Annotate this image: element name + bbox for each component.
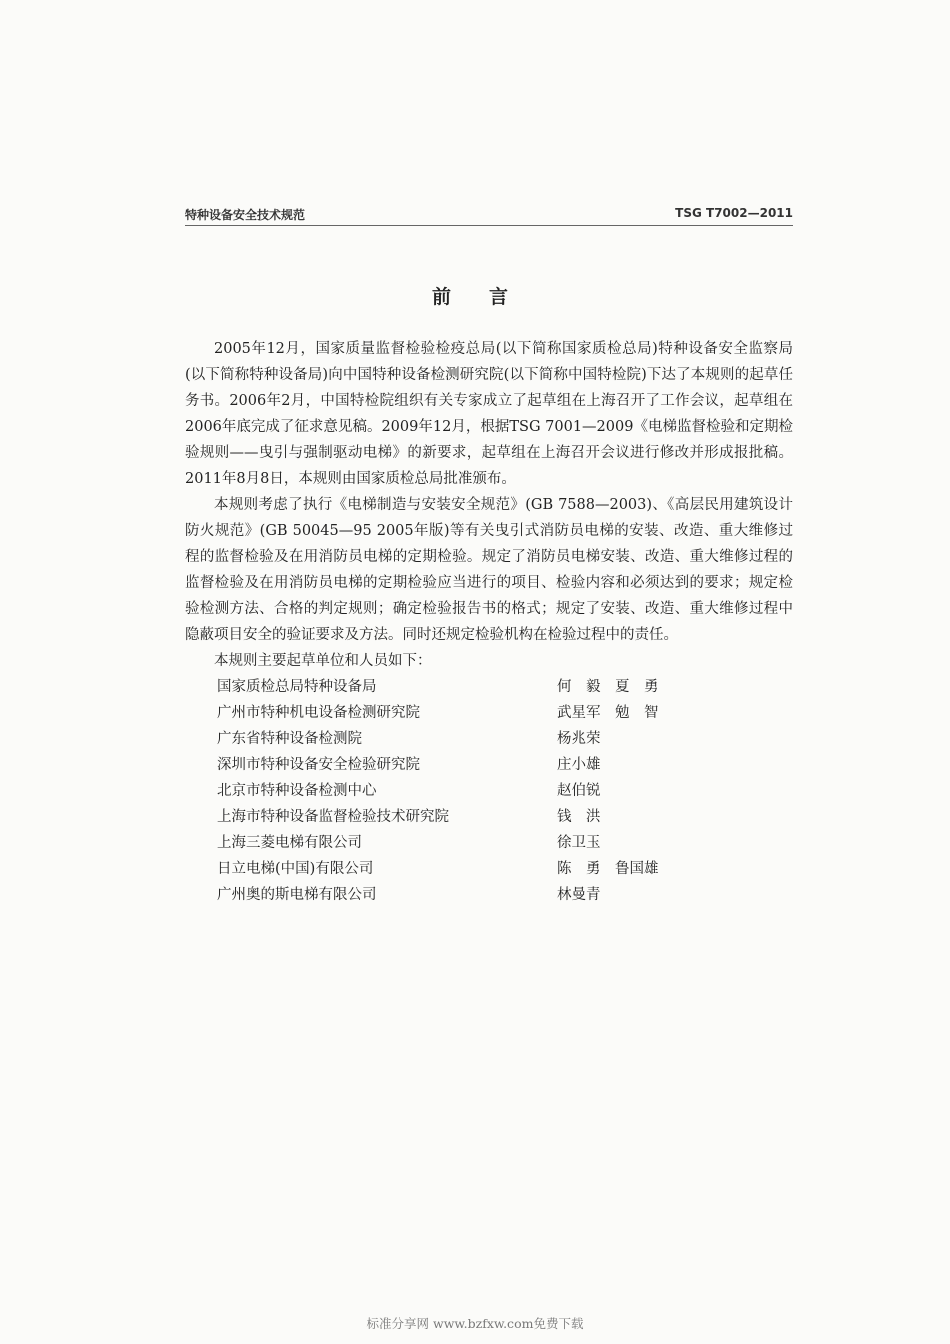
- drafter-row: [185, 674, 793, 700]
- paragraph-history: 2005年12月，国家质量监督检验检疫总局(以下简称国家质检总局)特种设备安全监察局(以下简称特种设备局)向中国特种设备检测研究院(以下简称中国特检院)下达了本规则的起草任务书。2006年2月，中国特检院组织有关专家成立了起草组在上海召开了工作会议，起草组在2006年底完成了征求意见稿。2009年12月，根据TSG 7001—2009《电梯监督检验和定期检验规则——曳引与强制驱动电梯》的新要求，起草组在上海召开会议进行修改并形成报批稿。2011年8月8日，本规则由国家质检总局批准颁布。: [185, 341, 793, 487]
- drafter-org: 上海市特种设备监督检验技术研究院: [217, 809, 449, 825]
- drafter-row: [185, 804, 793, 830]
- drafter-people: 武星军 勉 智: [557, 705, 659, 721]
- drafter-org: 上海三菱电梯有限公司: [217, 835, 362, 851]
- drafter-org: 国家质检总局特种设备局: [217, 679, 377, 695]
- drafters-intro: 本规则主要起草单位和人员如下：: [214, 653, 432, 669]
- drafter-people: 陈 勇 鲁国雄: [557, 861, 659, 877]
- drafter-org: 广东省特种设备检测院: [217, 731, 362, 747]
- header-series-title: 特种设备安全技术规范: [185, 208, 306, 222]
- paragraph-scope: 本规则考虑了执行《电梯制造与安装安全规范》(GB 7588—2003)、《高层民用建筑设计防火规范》(GB 50045—95 2005年版)等有关曳引式消防员电梯的安装、改造、重大维修过程的监督检验及在用消防员电梯的定期检验。规定了消防员电梯安装、改造、重大维修过程的监督检验及在用消防员电梯的定期检验应当进行的项目、检验内容和必须达到的要求；规定检验检测方法、合格的判定规则；确定检验报告书的格式；规定了安装、改造、重大维修过程中隐蔽项目安全的验证要求及方法。同时还规定检验机构在检验过程中的责任。: [185, 497, 793, 643]
- watermark-footer: 标准分享网 www.bzfxw.com免费下载: [366, 1316, 584, 1331]
- drafter-org: 广州市特种机电设备检测研究院: [217, 705, 420, 721]
- section-title: 前言: [431, 286, 546, 308]
- drafter-row: [185, 778, 793, 804]
- drafter-people: 林曼青: [557, 887, 601, 903]
- drafter-people: 庄小雄: [557, 757, 601, 773]
- drafter-org: 广州奥的斯电梯有限公司: [217, 887, 377, 903]
- drafter-people: 何 毅 夏 勇: [557, 679, 659, 695]
- drafter-row: [185, 700, 793, 726]
- header-standard-code: TSG T7002—2011: [675, 206, 793, 220]
- drafter-people: 赵伯锐: [557, 783, 601, 799]
- preface-body: [185, 336, 793, 908]
- drafter-row: [185, 726, 793, 752]
- drafter-row: [185, 882, 793, 908]
- drafter-row: [185, 830, 793, 856]
- header-rule: [185, 225, 793, 226]
- drafter-people: 杨兆荣: [557, 731, 601, 747]
- drafter-org: 深圳市特种设备安全检验研究院: [217, 757, 420, 773]
- drafter-org: 日立电梯(中国)有限公司: [217, 861, 374, 877]
- drafter-row: [185, 752, 793, 778]
- drafter-people: 钱 洪: [557, 809, 601, 825]
- drafter-people: 徐卫玉: [557, 835, 601, 851]
- drafter-row: [185, 856, 793, 882]
- page-header: [185, 206, 793, 224]
- drafters-list: [185, 674, 793, 908]
- drafter-org: 北京市特种设备检测中心: [217, 783, 377, 799]
